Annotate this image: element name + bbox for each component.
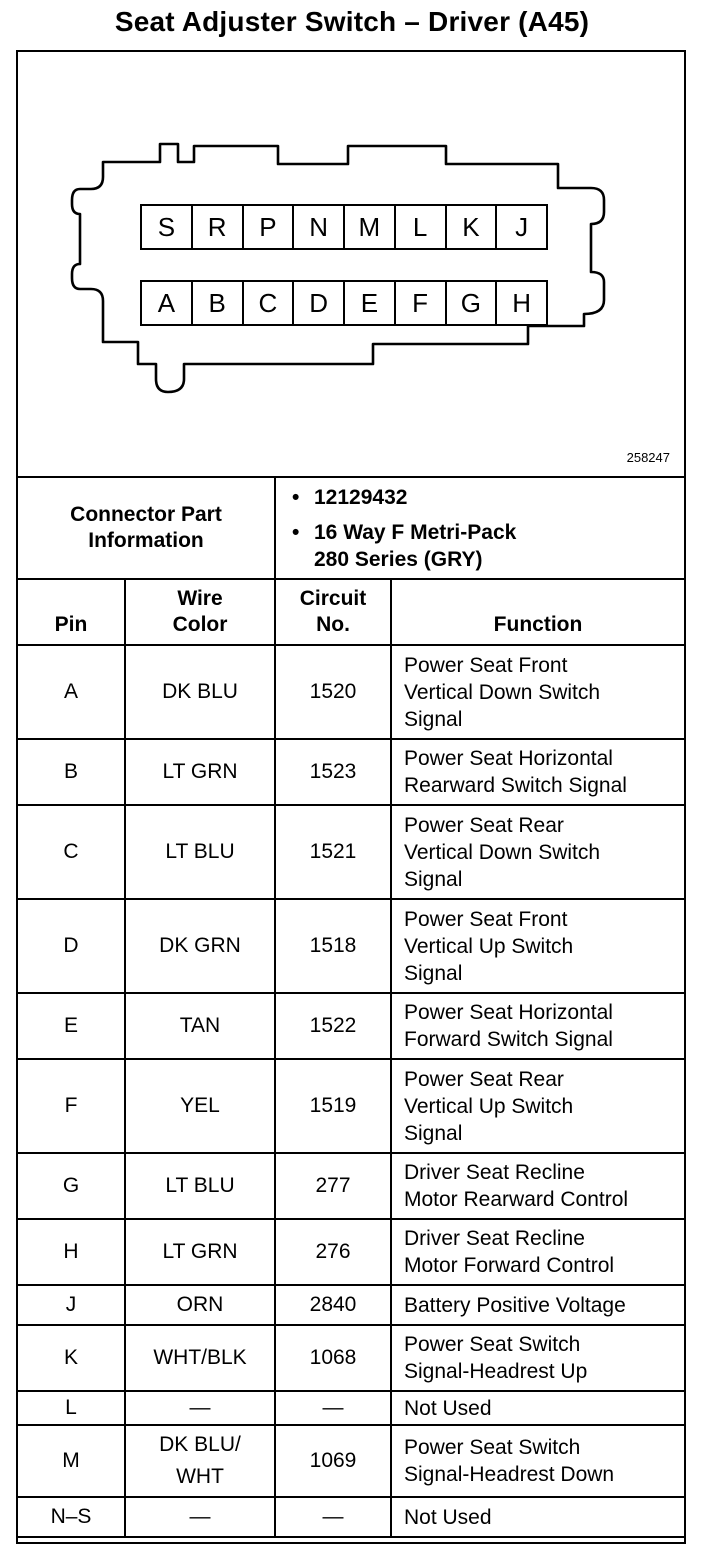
connector-housing bbox=[72, 144, 604, 392]
wire-color-cell: WHT/BLK bbox=[125, 1325, 275, 1391]
function-cell: Power Seat Switch Signal-Headrest Up bbox=[391, 1325, 684, 1391]
connector-pin-b: B bbox=[193, 280, 244, 326]
circuit-cell: 1519 bbox=[275, 1059, 391, 1153]
circuit-cell: 277 bbox=[275, 1153, 391, 1219]
pin-cell: L bbox=[18, 1391, 125, 1425]
pin-row-top bbox=[140, 204, 548, 250]
circuit-cell: 1520 bbox=[275, 645, 391, 739]
connector-pin-h: H bbox=[497, 280, 548, 326]
connector-pin-j: J bbox=[497, 204, 548, 250]
connector-pin-a: A bbox=[140, 280, 193, 326]
connector-pin-m: M bbox=[345, 204, 396, 250]
bullet-icon: • bbox=[292, 520, 300, 544]
wire-color-cell: LT GRN bbox=[125, 739, 275, 805]
circuit-cell: 2840 bbox=[275, 1285, 391, 1325]
header-wire-color: Wire Color bbox=[125, 579, 275, 645]
function-cell: Driver Seat Recline Motor Forward Control bbox=[391, 1219, 684, 1285]
circuit-cell: 1069 bbox=[275, 1425, 391, 1497]
connector-pin-p: P bbox=[244, 204, 295, 250]
circuit-cell: 276 bbox=[275, 1219, 391, 1285]
function-cell: Power Seat Front Vertical Down Switch Signal bbox=[391, 645, 684, 739]
function-cell: Not Used bbox=[391, 1391, 684, 1425]
connector-pin-f: F bbox=[396, 280, 447, 326]
pinout-table bbox=[18, 476, 684, 1538]
table-row bbox=[18, 805, 684, 899]
function-cell: Power Seat Front Vertical Up Switch Signal bbox=[391, 899, 684, 993]
table-row bbox=[18, 899, 684, 993]
pin-row-bottom bbox=[140, 280, 548, 326]
connector-outline bbox=[18, 52, 684, 478]
pin-cell: G bbox=[18, 1153, 125, 1219]
wire-color-cell: — bbox=[125, 1497, 275, 1537]
connector-pin-k: K bbox=[447, 204, 498, 250]
wire-color-cell: DK BLU/ WHT bbox=[125, 1425, 275, 1497]
table-row bbox=[18, 1391, 684, 1425]
function-cell: Power Seat Horizontal Rearward Switch Signal bbox=[391, 739, 684, 805]
pin-cell: J bbox=[18, 1285, 125, 1325]
part-number: 12129432 bbox=[314, 485, 408, 509]
pin-cell: E bbox=[18, 993, 125, 1059]
connector-pin-g: G bbox=[447, 280, 498, 326]
function-cell: Power Seat Rear Vertical Down Switch Signal bbox=[391, 805, 684, 899]
function-cell: Power Seat Horizontal Forward Switch Signal bbox=[391, 993, 684, 1059]
pin-cell: H bbox=[18, 1219, 125, 1285]
function-cell: Not Used bbox=[391, 1497, 684, 1537]
header-function: Function bbox=[391, 579, 684, 645]
pin-cell: C bbox=[18, 805, 125, 899]
table-row bbox=[18, 1219, 684, 1285]
header-pin: Pin bbox=[18, 579, 125, 645]
function-cell: Driver Seat Recline Motor Rearward Control bbox=[391, 1153, 684, 1219]
wire-color-cell: TAN bbox=[125, 993, 275, 1059]
table-row bbox=[18, 1497, 684, 1537]
connector-pin-n: N bbox=[294, 204, 345, 250]
pinout-rows bbox=[18, 645, 684, 1537]
wire-color-cell: — bbox=[125, 1391, 275, 1425]
table-row bbox=[18, 1325, 684, 1391]
part-desc-line1: 16 Way F Metri-Pack bbox=[314, 520, 517, 544]
circuit-cell: 1522 bbox=[275, 993, 391, 1059]
table-row bbox=[18, 1059, 684, 1153]
connector-pin-e: E bbox=[345, 280, 396, 326]
circuit-cell: 1521 bbox=[275, 805, 391, 899]
connector-pin-r: R bbox=[193, 204, 244, 250]
circuit-cell: — bbox=[275, 1391, 391, 1425]
wire-color-cell: YEL bbox=[125, 1059, 275, 1153]
table-row bbox=[18, 1285, 684, 1325]
part-info-row bbox=[18, 477, 684, 579]
function-cell: Battery Positive Voltage bbox=[391, 1285, 684, 1325]
wire-color-cell: ORN bbox=[125, 1285, 275, 1325]
connector-pin-l: L bbox=[396, 204, 447, 250]
part-info-value bbox=[275, 477, 684, 579]
function-cell: Power Seat Rear Vertical Up Switch Signal bbox=[391, 1059, 684, 1153]
page-title: Seat Adjuster Switch – Driver (A45) bbox=[114, 6, 590, 37]
part-info-label bbox=[18, 477, 275, 579]
table-row bbox=[18, 1153, 684, 1219]
figure-id: 258247 bbox=[626, 450, 670, 465]
function-cell: Power Seat Switch Signal-Headrest Down bbox=[391, 1425, 684, 1497]
table-row bbox=[18, 993, 684, 1059]
circuit-cell: — bbox=[275, 1497, 391, 1537]
circuit-cell: 1068 bbox=[275, 1325, 391, 1391]
table-row bbox=[18, 1425, 684, 1497]
table-row bbox=[18, 739, 684, 805]
pin-cell: M bbox=[18, 1425, 125, 1497]
part-info-label-line1: Connector Part bbox=[70, 503, 222, 526]
pin-cell: K bbox=[18, 1325, 125, 1391]
wire-color-cell: DK GRN bbox=[125, 899, 275, 993]
pin-cell: B bbox=[18, 739, 125, 805]
wire-color-cell: LT GRN bbox=[125, 1219, 275, 1285]
part-info-label-line2: Information bbox=[88, 529, 204, 552]
connector-frame bbox=[16, 50, 686, 1544]
connector-pin-d: D bbox=[294, 280, 345, 326]
wire-color-cell: DK BLU bbox=[125, 645, 275, 739]
wire-color-cell: LT BLU bbox=[125, 805, 275, 899]
wire-color-cell: LT BLU bbox=[125, 1153, 275, 1219]
circuit-cell: 1523 bbox=[275, 739, 391, 805]
connector-pin-s: S bbox=[140, 204, 193, 250]
pin-cell: F bbox=[18, 1059, 125, 1153]
pin-cell: N–S bbox=[18, 1497, 125, 1537]
pin-cell: D bbox=[18, 899, 125, 993]
connector-diagram bbox=[18, 52, 684, 478]
circuit-cell: 1518 bbox=[275, 899, 391, 993]
header-circuit: Circuit No. bbox=[275, 579, 391, 645]
header-row bbox=[18, 579, 684, 645]
part-desc-line2: 280 Series (GRY) bbox=[314, 547, 483, 571]
table-row bbox=[18, 645, 684, 739]
connector-pin-c: C bbox=[244, 280, 295, 326]
pin-cell: A bbox=[18, 645, 125, 739]
bullet-icon: • bbox=[292, 485, 300, 509]
